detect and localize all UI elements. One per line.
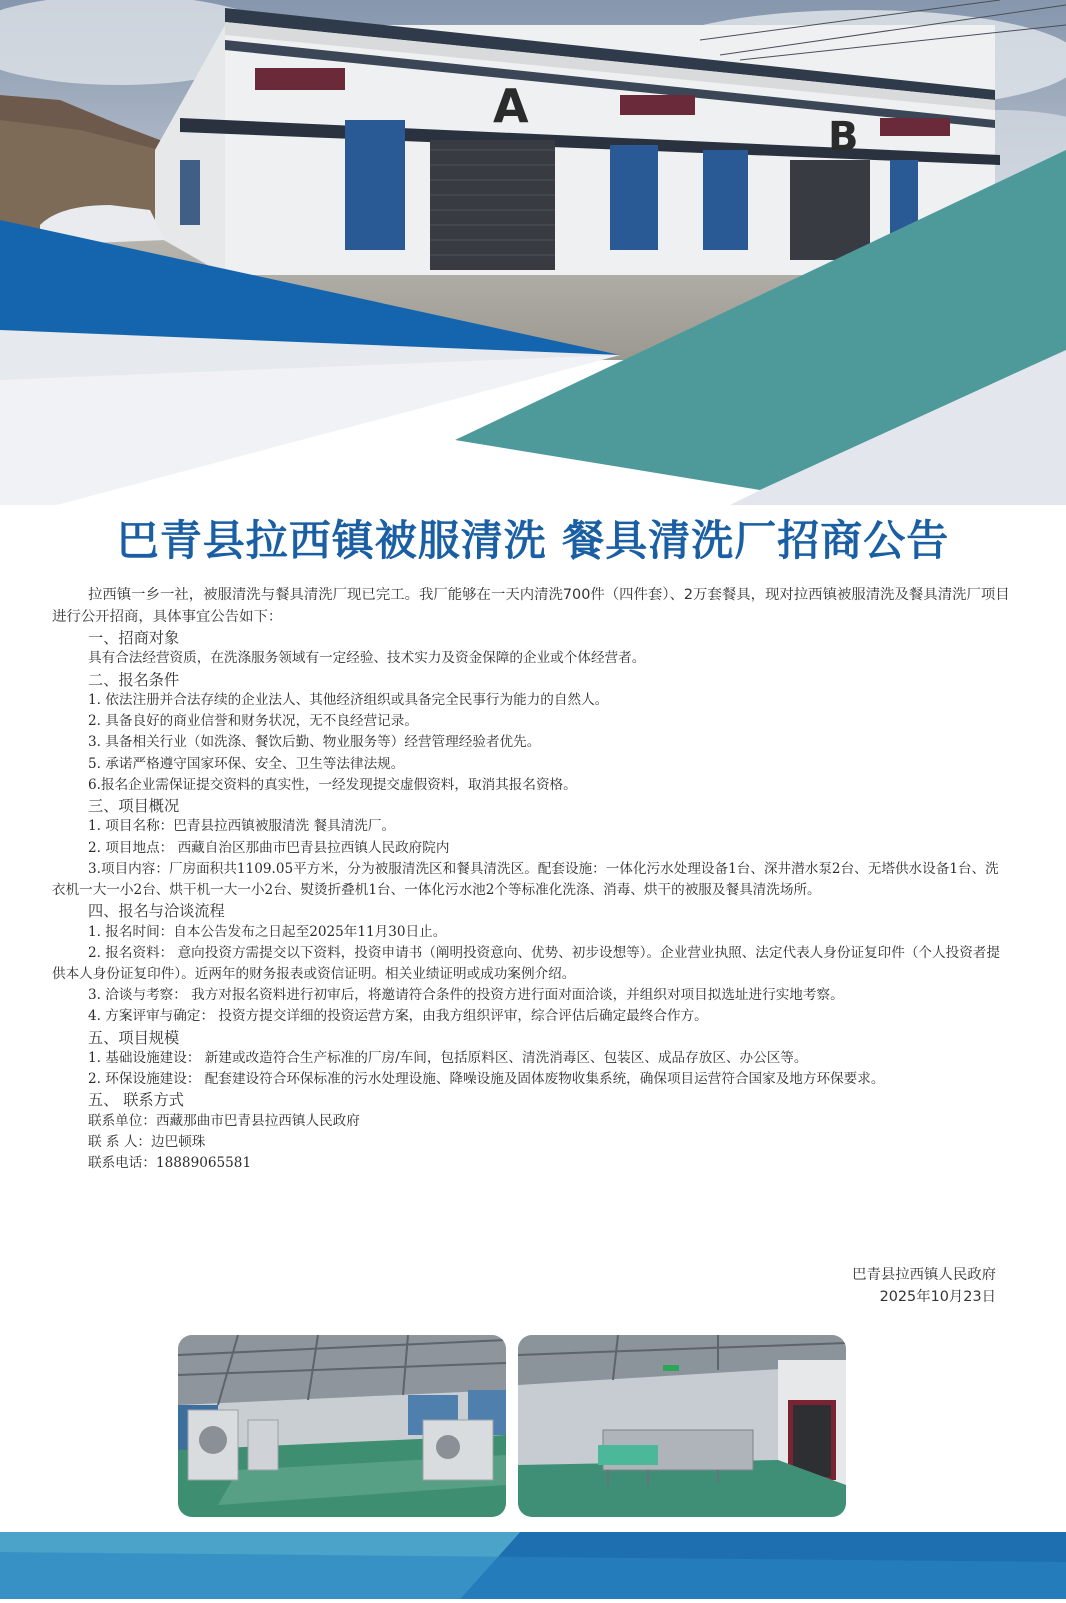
condition-item: 5. 承诺严格遵守国家环保、安全、卫生等法律法规。	[88, 755, 405, 772]
signature-block	[852, 1264, 996, 1308]
scale-item: 2. 环保设施建设： 配套建设符合环保标准的污水处理设施、降噪设施及固体废物收集系统，确保项目运营符合国家及地方环保要求。	[88, 1071, 885, 1088]
header-banner	[0, 0, 1066, 520]
condition-item: 3. 具备相关行业（如洗涤、餐饮后勤、物业服务等）经营管理经验者优先。	[88, 734, 541, 751]
section-heading-contact: 五、 联系方式	[88, 1091, 184, 1110]
process-item: 2. 报名资料： 意向投资方需提交以下资料，投资申请书（阐明投资意向、优势、初步设想等）。企业营业执照、法定代表人身份证复印件（个人投资者提供本人身份证复印件）。近两年的财务报表或资信证明。相关业绩证明或成功案例介绍。	[52, 944, 1000, 983]
process-item: 4. 方案评审与确定： 投资方提交详细的投资运营方案，由我方组织评审，综合评估后确定最终合作方。	[88, 1008, 708, 1025]
condition-item: 6.报名企业需保证提交资料的真实性，一经发现提交虚假资料，取消其报名资格。	[88, 776, 577, 793]
laundry-interior-photo	[178, 1335, 506, 1517]
process-item: 1. 报名时间：自本公告发布之日起至2025年11月30日止。	[88, 923, 447, 940]
overview-item: 2. 项目地点： 西藏自治区那曲市巴青县拉西镇人民政府院内	[88, 839, 450, 856]
footer-band	[0, 1532, 1066, 1599]
signature-org: 巴青县拉西镇人民政府	[852, 1267, 996, 1283]
targets-text: 具有合法经营资质，在洗涤服务领域有一定经验、技术实力及资金保障的企业或个体经营者。	[88, 650, 646, 667]
overview-item: 3.项目内容：厂房面积共1109.05平方米，分为被服清洗区和餐具清洗区。配套设施：一体化污水处理设备1台、深井潜水泵2台、无塔供水设备1台、洗衣机一大一小2台、烘干机一大一小2台、熨烫折叠机1台、一体化污水池2个等标准化洗涤、消毒、烘干的被服及餐具清洗场所。	[52, 860, 999, 899]
building-letter-a: A	[493, 79, 529, 133]
section-heading-process: 四、报名与洽谈流程	[88, 902, 225, 921]
building-letter-b: B	[828, 114, 859, 160]
announcement-body	[52, 584, 1012, 1175]
condition-item: 2. 具备良好的商业信誉和财务状况，无不良经营记录。	[88, 713, 418, 730]
intro-paragraph: 拉西镇一乡一社，被服清洗与餐具清洗厂现已完工。我厂能够在一天内清洗700件（四件套）、2万套餐具，现对拉西镇被服清洗及餐具清洗厂项目进行公开招商，具体事宜公告如下：	[52, 587, 1010, 625]
signature-date: 2025年10月23日	[879, 1289, 996, 1305]
page-title: 巴青县拉西镇被服清洗 餐具清洗厂招商公告	[116, 516, 950, 565]
factory-exterior-photo	[0, 0, 1066, 520]
process-item: 3. 洽谈与考察： 我方对报名资料进行初审后，将邀请符合条件的投资方进行面对面洽谈，并组织对项目拟选址进行实地考察。	[88, 987, 844, 1004]
section-heading-scale: 五、项目规模	[88, 1028, 180, 1047]
section-heading-targets: 一、招商对象	[88, 629, 180, 647]
overview-item: 1. 项目名称：巴青县拉西镇被服清洗 餐具清洗厂。	[88, 818, 396, 835]
condition-item: 1. 依法注册并合法存续的企业法人、其他经济组织或具备完全民事行为能力的自然人。	[88, 692, 609, 709]
section-heading-conditions: 二、报名条件	[88, 670, 180, 689]
contact-person: 联 系 人：边巴顿珠	[88, 1134, 206, 1151]
section-heading-overview: 三、项目概况	[88, 797, 180, 816]
scale-item: 1. 基础设施建设： 新建或改造符合生产标准的厂房/车间，包括原料区、清洗消毒区、包装区、成品存放区、办公区等。	[88, 1050, 808, 1067]
dishwashing-interior-photo	[518, 1335, 846, 1517]
contact-phone: 联系电话：18889065581	[88, 1155, 252, 1172]
contact-unit: 联系单位：西藏那曲市巴青县拉西镇人民政府	[88, 1112, 360, 1129]
